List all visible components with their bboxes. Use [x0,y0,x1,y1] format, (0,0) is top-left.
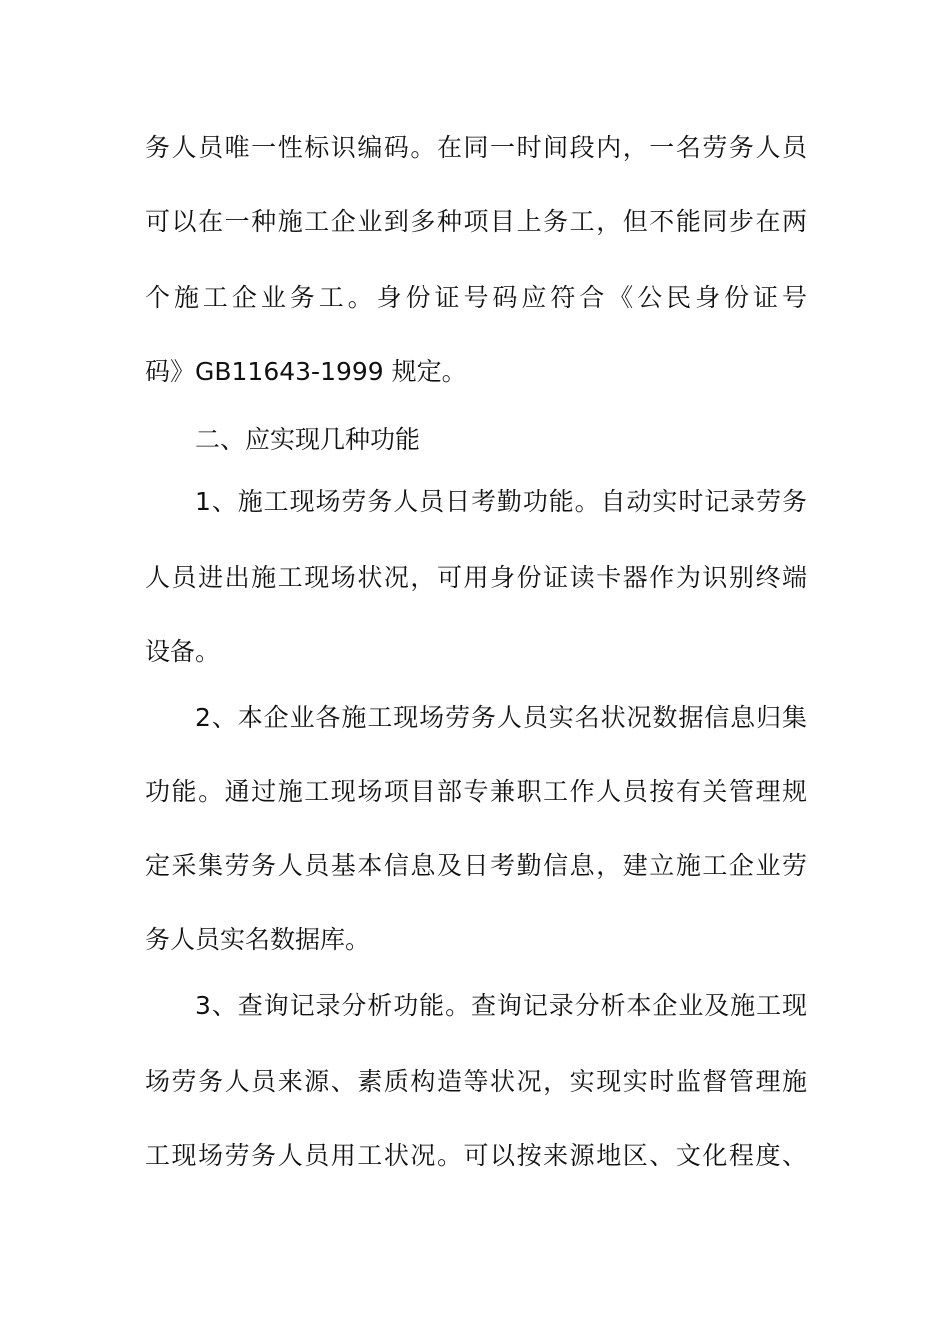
paragraph-line-13: 3、查询记录分析功能。查询记录分析本企业及施工现 [195,991,807,1020]
paragraph-line-10: 功能。通过施工现场项目部专兼职工作人员按有关管理规 [145,777,807,806]
paragraph-line-11: 定采集劳务人员基本信息及日考勤信息，建立施工企业劳 [145,851,807,880]
paragraph-line-2: 可以在一种施工企业到多种项目上务工，但不能同步在两 [145,207,807,236]
paragraph-line-3: 个施工企业务工。身份证号码应符合《公民身份证号 [145,283,807,312]
paragraph-line-12: 务人员实名数据库。 [145,925,371,954]
paragraph-line-14: 场劳务人员来源、素质构造等状况，实现实时监督管理施 [145,1067,807,1096]
paragraph-line-1: 务人员唯一性标识编码。在同一时间段内，一名劳务人员 [145,133,807,162]
paragraph-line-4: 码》GB11643-1999 规定。 [145,357,467,386]
paragraph-line-15: 工现场劳务人员用工状况。可以按来源地区、文化程度、 [145,1141,807,1170]
paragraph-line-8: 设备。 [145,637,221,666]
paragraph-line-9: 2、本企业各施工现场劳务人员实名状况数据信息归集 [195,703,807,732]
paragraph-line-7: 人员进出施工现场状况，可用身份证读卡器作为识别终端 [145,563,807,592]
section-heading: 二、应实现几种功能 [195,425,421,454]
paragraph-line-6: 1、施工现场劳务人员日考勤功能。自动实时记录劳务 [195,487,807,516]
